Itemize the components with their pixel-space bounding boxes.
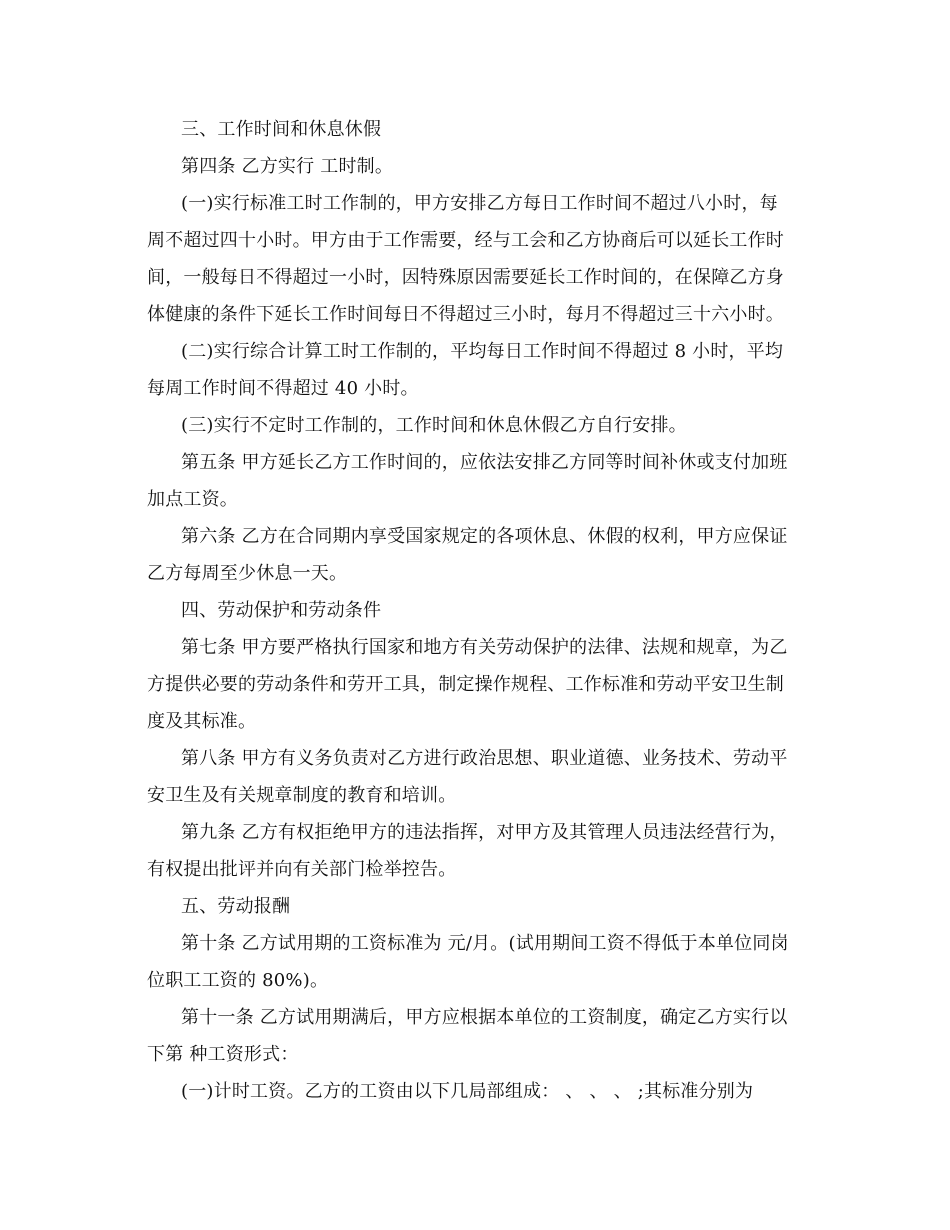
paragraph xyxy=(147,894,807,931)
text-line: (一)计时工资。乙方的工资由以下几局部组成： 、 、 、 ;其标准分别为 xyxy=(181,1081,754,1102)
text-line: 第五条 甲方延长乙方工作时间的，应依法安排乙方同等时间补休或支付加班 xyxy=(181,452,788,473)
text-line: 加点工资。 xyxy=(147,489,238,510)
document-body xyxy=(147,117,807,1116)
paragraph xyxy=(147,413,807,450)
paragraph xyxy=(147,524,807,598)
paragraph xyxy=(147,931,807,1005)
paragraph xyxy=(147,1079,807,1116)
text-line: (二)实行综合计算工时工作制的，平均每日工作时间不得超过 8 小时，平均 xyxy=(181,341,784,362)
paragraph xyxy=(147,635,807,746)
paragraph xyxy=(147,598,807,635)
paragraph xyxy=(147,1005,807,1079)
text-line: 间，一般每日不得超过一小时，因特殊原因需要延长工作时间的，在保障乙方身 xyxy=(147,267,784,288)
text-line: (三)实行不定时工作制的，工作时间和休息休假乙方自行安排。 xyxy=(181,415,687,436)
paragraph xyxy=(147,450,807,524)
text-line: 四、劳动保护和劳动条件 xyxy=(181,600,382,621)
paragraph xyxy=(147,154,807,191)
text-line: 乙方每周至少休息一天。 xyxy=(147,563,348,584)
text-line: 第十一条 乙方试用期满后，甲方应根据本单位的工资制度，确定乙方实行以 xyxy=(181,1007,788,1028)
text-line: (一)实行标准工时工作制的，甲方安排乙方每日工作时间不超过八小时，每 xyxy=(181,193,778,214)
text-line: 三、工作时间和休息休假 xyxy=(181,119,382,140)
text-line: 体健康的条件下延长工作时间每日不得超过三小时，每月不得超过三十六小时。 xyxy=(147,304,784,325)
text-line: 下第 种工资形式： xyxy=(147,1044,299,1065)
paragraph xyxy=(147,820,807,894)
text-line: 第七条 甲方要严格执行国家和地方有关劳动保护的法律、法规和规章，为乙 xyxy=(181,637,788,658)
text-line: 第十条 乙方试用期的工资标准为 元/月。(试用期间工资不得低于本单位同岗 xyxy=(181,933,789,954)
text-line: 周不超过四十小时。甲方由于工作需要，经与工会和乙方协商后可以延长工作时 xyxy=(147,230,784,251)
text-line: 每周工作时间不得超过 40 小时。 xyxy=(147,378,419,399)
text-line: 方提供必要的劳动条件和劳开工具，制定操作规程、工作标准和劳动平安卫生制 xyxy=(147,674,784,695)
text-line: 安卫生及有关规章制度的教育和培训。 xyxy=(147,785,457,806)
text-line: 有权提出批评并向有关部门检举控告。 xyxy=(147,859,457,880)
paragraph xyxy=(147,117,807,154)
text-line: 五、劳动报酬 xyxy=(181,896,291,917)
paragraph xyxy=(147,746,807,820)
text-line: 第四条 乙方实行 工时制。 xyxy=(181,156,394,177)
text-line: 第八条 甲方有义务负责对乙方进行政治思想、职业道德、业务技术、劳动平 xyxy=(181,748,788,769)
text-line: 度及其标准。 xyxy=(147,711,257,732)
text-line: 第九条 乙方有权拒绝甲方的违法指挥，对甲方及其管理人员违法经营行为， xyxy=(181,822,788,843)
text-line: 第六条 乙方在合同期内享受国家规定的各项休息、休假的权利，甲方应保证 xyxy=(181,526,788,547)
paragraph xyxy=(147,191,807,339)
text-line: 位职工工资的 80%)。 xyxy=(147,970,329,991)
paragraph xyxy=(147,339,807,413)
